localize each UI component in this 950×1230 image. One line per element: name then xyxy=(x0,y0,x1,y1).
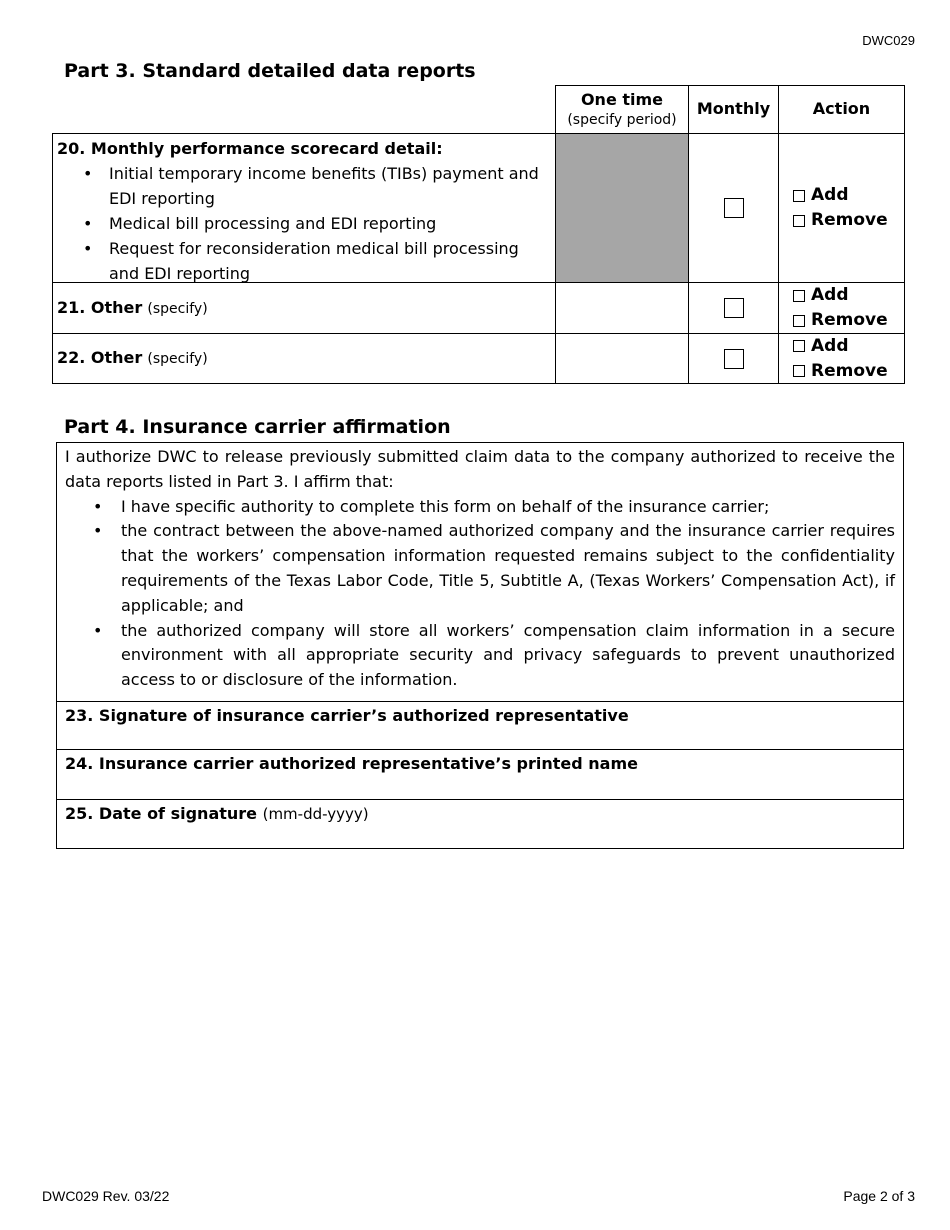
monthly-header xyxy=(688,85,779,134)
row-22-one-time-field[interactable] xyxy=(555,333,689,384)
row-22-add-label: Add xyxy=(811,335,849,356)
row-20-monthly-checkbox[interactable] xyxy=(724,198,744,218)
row-21-action-cell xyxy=(778,282,905,334)
footer-revision: DWC029 Rev. 03/22 xyxy=(42,1188,170,1204)
one-time-header xyxy=(555,85,689,134)
row-22-add-checkbox[interactable] xyxy=(793,340,805,352)
form-code: DWC029 xyxy=(862,33,915,48)
action-label: Action xyxy=(812,99,871,119)
row-22-action-cell xyxy=(778,333,905,384)
row-20-remove-checkbox[interactable] xyxy=(793,215,805,227)
row-20-remove-option[interactable] xyxy=(793,208,904,233)
action-header xyxy=(778,85,905,134)
row-20-add-label: Add xyxy=(811,185,849,205)
row-20-action-cell xyxy=(778,133,905,283)
row-22-monthly-checkbox[interactable] xyxy=(724,349,744,369)
printed-name-field[interactable] xyxy=(57,749,903,799)
list-item: • the contract between the above-named authorized company and the insurance carrier requires that the workers’ compensation information requested remains subject to the confidentiality requirements of the Texas Labor Code, Title 5, Subtitle A, (Texas Workers’ Compensation Act), if applicable; and xyxy=(121,519,895,618)
row-21-spec: (specify) xyxy=(147,300,208,317)
signature-field[interactable] xyxy=(57,701,903,749)
row-20-remove-label: Remove xyxy=(811,210,888,230)
date-of-signature-label: 25. Date of signature xyxy=(65,804,258,823)
row-21-one-time-field[interactable] xyxy=(555,282,689,334)
row-22-monthly-cell xyxy=(688,333,779,384)
row-21-remove-label: Remove xyxy=(811,310,888,330)
row-20-bullets xyxy=(57,161,551,286)
list-item: • the authorized company will store all workers’ compensation claim information in a secure environment with all appropriate security and privacy safeguards to prevent unauthorized access to or disclosure of the information. xyxy=(121,619,895,693)
row-21-add-checkbox[interactable] xyxy=(793,290,805,302)
footer-page-number: Page 2 of 3 xyxy=(843,1188,915,1204)
row-20-add-option[interactable] xyxy=(793,183,904,208)
list-item: • Medical bill processing and EDI reporting xyxy=(109,211,551,236)
row-20-label: 20. Monthly performance scorecard detail: xyxy=(57,139,443,158)
row-20-label-cell xyxy=(52,133,556,283)
row-22-spec: (specify) xyxy=(147,351,208,367)
signature-label: 23. Signature of insurance carrier’s authorized representative xyxy=(65,706,629,725)
row-22-remove-option[interactable] xyxy=(793,359,904,384)
row-20-add-checkbox[interactable] xyxy=(793,190,805,202)
one-time-sub-label: (specify period) xyxy=(567,111,677,128)
row-21-monthly-cell xyxy=(688,282,779,334)
row-22-label: 22. Other xyxy=(57,348,143,367)
part3-title: Part 3. Standard detailed data reports xyxy=(64,60,476,82)
row-20-monthly-cell xyxy=(688,133,779,283)
row-20-one-time-shaded xyxy=(555,133,689,283)
list-item: • Request for reconsideration medical bill processing and EDI reporting xyxy=(109,236,551,286)
date-of-signature-field[interactable] xyxy=(57,799,903,849)
part4-title: Part 4. Insurance carrier affirmation xyxy=(64,416,451,438)
affirmation-box xyxy=(56,442,904,849)
row-21-label-cell xyxy=(52,282,556,334)
row-21-label: 21. Other xyxy=(57,297,143,317)
affirmation-text xyxy=(65,445,895,693)
row-22-remove-checkbox[interactable] xyxy=(793,365,805,377)
monthly-label: Monthly xyxy=(696,99,771,119)
row-21-monthly-checkbox[interactable] xyxy=(724,298,744,318)
row-21-remove-checkbox[interactable] xyxy=(793,315,805,327)
row-22-label-cell xyxy=(52,333,556,384)
affirmation-intro: I authorize DWC to release previously submitted claim data to the company authorized to receive the data reports listed in Part 3. I affirm that: xyxy=(65,447,895,491)
date-format-hint: (mm-dd-yyyy) xyxy=(262,805,369,823)
affirmation-list xyxy=(65,495,895,693)
row-21-add-option[interactable] xyxy=(793,283,904,308)
list-item: • I have specific authority to complete this form on behalf of the insurance carrier; xyxy=(121,495,895,520)
printed-name-label: 24. Insurance carrier authorized representative’s printed name xyxy=(65,754,638,773)
row-22-remove-label: Remove xyxy=(811,360,888,381)
row-22-add-option[interactable] xyxy=(793,334,904,359)
list-item: • Initial temporary income benefits (TIBs) payment and EDI reporting xyxy=(109,161,551,211)
one-time-label: One time xyxy=(580,90,664,109)
row-21-remove-option[interactable] xyxy=(793,308,904,333)
row-21-add-label: Add xyxy=(811,285,849,305)
